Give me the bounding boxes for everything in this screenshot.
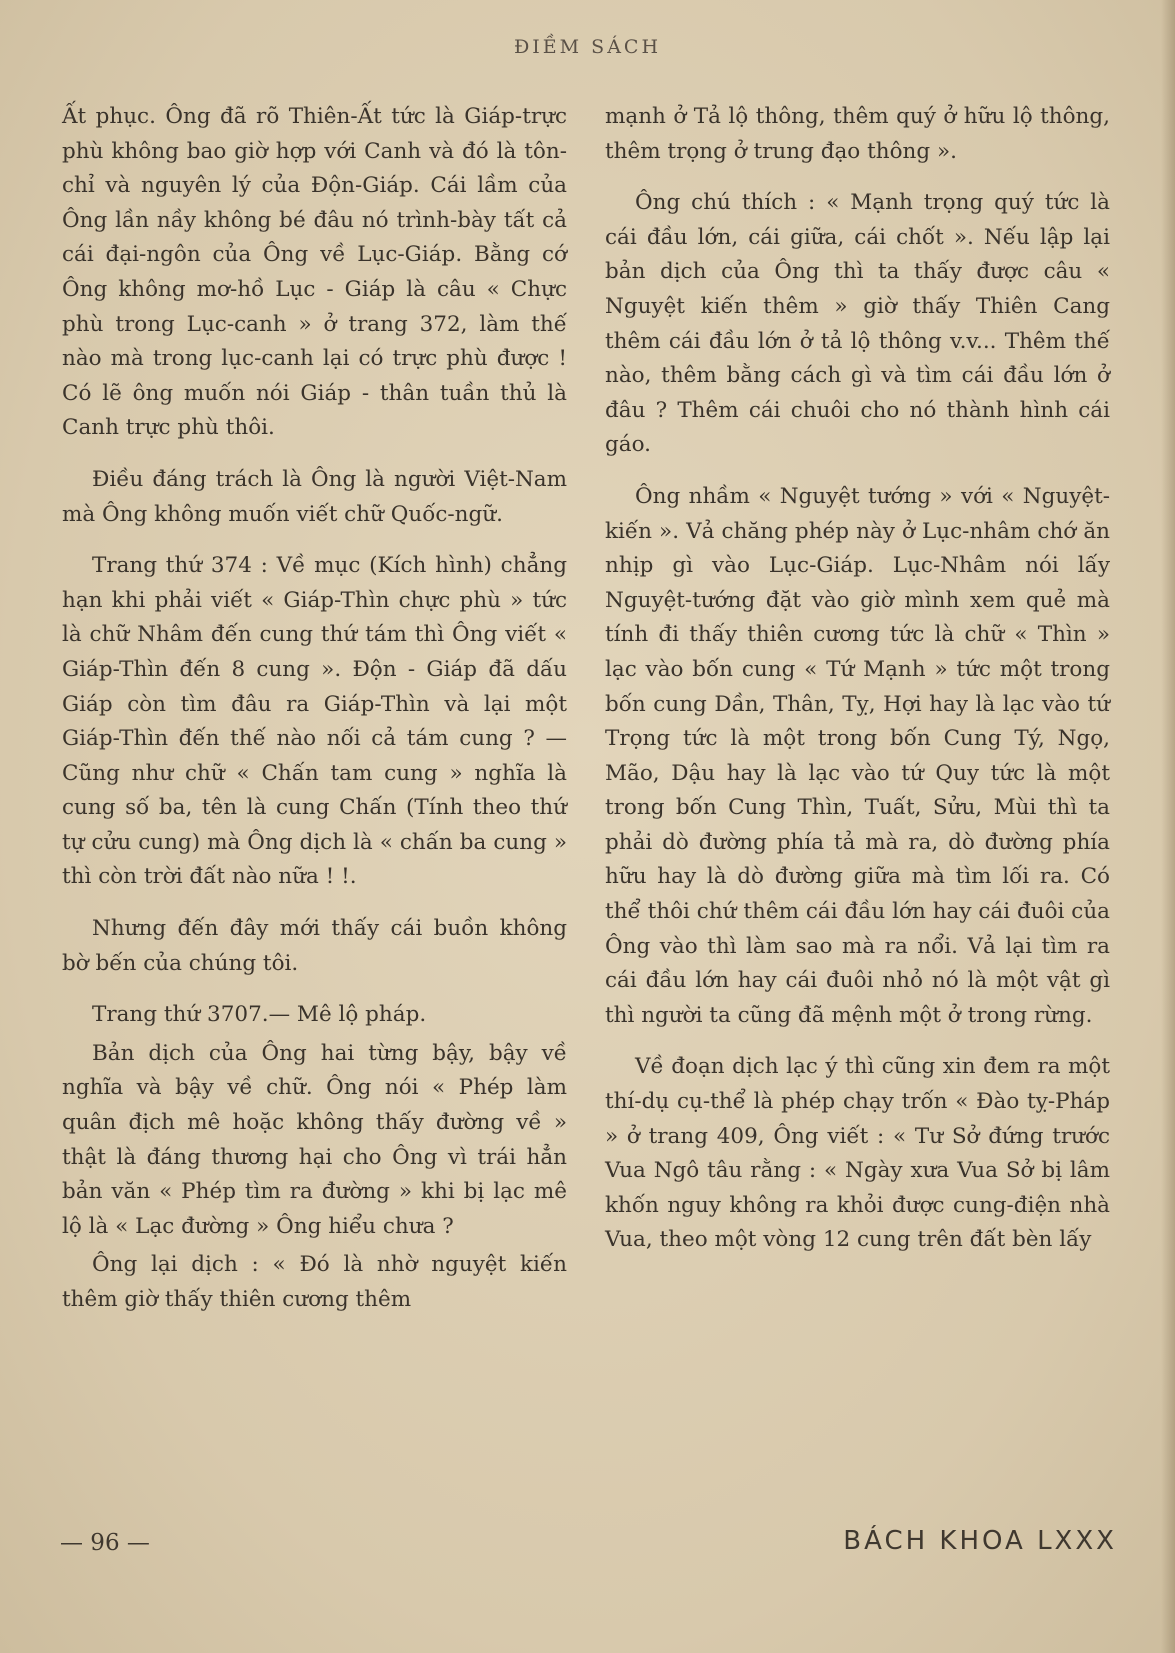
paragraph: Bản dịch của Ông hai từng bậy, bậy về nghĩa và bậy về chữ. Ông nói « Phép làm quân địch mê hoặc không thấy đường về » thật là đáng thương hại cho Ông vì trái hẳn bản văn « Phép tìm ra đường » khi bị lạc mê lộ là « Lạc đường » Ông hiểu chưa ? bbox=[62, 1040, 567, 1239]
paragraph: Ất phục. Ông đã rõ Thiên-Ất tức là Giáp-trực phù không bao giờ hợp với Canh và đó là tôn-chỉ và nguyên lý của Độn-Giáp. Cái lầm của Ông lần nầy không bé đâu nó trình-bày tất cả cái đại-ngôn của Ông về Lục-Giáp. Bằng cớ Ông không mơ-hồ Lục - Giáp là câu « Chực phù trong Lục-canh » ở trang 372, làm thế nào mà trong lục-canh lại có trực phù được ! Có lẽ ông muốn nói Giáp - thân tuần thủ là Canh trực phù thôi. bbox=[62, 104, 567, 441]
paragraph: Trang thứ 374 : Về mục (Kích hình) chẳng hạn khi phải viết « Giáp-Thìn chực phù » tức là chữ Nhâm đến cung thứ tám thì Ông viết « Giáp-Thìn đến 8 cung ». Độn - Giáp đã dấu Giáp còn tìm đâu ra Giáp-Thìn và lại một Giáp-Thìn đến thế nào nối cả tám cung ? — Cũng như chữ « Chấn tam cung » nghĩa là cung số ba, tên là cung Chấn (Tính theo thứ tự cửu cung) mà Ông dịch là « chấn ba cung » thì còn trời đất nào nữa ! !. bbox=[62, 553, 567, 890]
paragraph: Ông chú thích : « Mạnh trọng quý tức là cái đầu lớn, cái giữa, cái chốt ». Nếu lập lại bản dịch của Ông thì ta thấy được câu « Nguyệt kiến thêm » giờ thấy Thiên Cang thêm cái đầu lớn ở tả lộ thông v.v... Thêm thế nào, thêm bằng cách gì và tìm cái đầu lớn ở đâu ? Thêm cái chuôi cho nó thành hình cái gáo. bbox=[605, 190, 1110, 458]
publication-title: BÁCH KHOA LXXX bbox=[843, 1526, 1117, 1556]
paragraph: Ông nhầm « Nguyệt tướng » với « Nguyệt-kiến ». Vả chăng phép này ở Lục-nhâm chớ ăn nhịp gì vào Lục-Giáp. Lục-Nhâm nói lấy Nguyệt-tướng đặt vào giờ mình xem quẻ mà tính đi thấy thiên cương tức là chữ « Thìn » lạc vào bốn cung « Tứ Mạnh » tức một trong bốn cung Dần, Thân, Tỵ, Hợi hay là lạc vào tứ Trọng tức là một trong bốn Cung Tý, Ngọ, Mão, Dậu hay là lạc vào tứ Quy tức là một trong bốn Cung Thìn, Tuất, Sửu, Mùi thì ta phải dò đường phía tả mà ra, dò đường phía hữu hay là dò đường giữa mà tìm lối ra. Có thể thôi chứ thêm cái đầu lớn hay cái đuôi của Ông vào thì làm sao mà ra nổi. Vả lại tìm ra cái đầu lớn hay cái đuôi nhỏ nó là một vật gì thì người ta cũng đã mệnh một ở trong rừng. bbox=[605, 483, 1110, 1028]
page-edge-shadow bbox=[1161, 0, 1175, 1653]
paragraph: mạnh ở Tả lộ thông, thêm quý ở hữu lộ thông, thêm trọng ở trung đạo thông ». bbox=[605, 104, 1110, 164]
paragraph: Về đoạn dịch lạc ý thì cũng xin đem ra một thí-dụ cụ-thể là phép chạy trốn « Đào tỵ-Pháp » ở trang 409, Ông viết : « Tư Sở đứng trước Vua Ngô tâu rằng : « Ngày xưa Vua Sở bị lâm khốn nguy không ra khỏi được cung-điện nhà Vua, theo một vòng 12 cung trên đất bèn lấy bbox=[605, 1054, 1110, 1253]
paragraph: Ông lại dịch : « Đó là nhờ nguyệt kiến thêm giờ thấy thiên cương thêm bbox=[62, 1252, 567, 1312]
running-header: ĐIỀM SÁCH bbox=[513, 36, 662, 58]
left-column bbox=[62, 100, 567, 1335]
paragraph: Nhưng đến đây mới thấy cái buồn không bờ bến của chúng tôi. bbox=[62, 916, 567, 976]
right-column bbox=[605, 100, 1110, 1275]
paragraph: Điều đáng trách là Ông là người Việt-Nam mà Ông không muốn viết chữ Quốc-ngữ. bbox=[62, 466, 567, 527]
paragraph: Trang thứ 3707.— Mê lộ pháp. bbox=[92, 1002, 427, 1028]
page-number: — 96 — bbox=[60, 1530, 150, 1556]
